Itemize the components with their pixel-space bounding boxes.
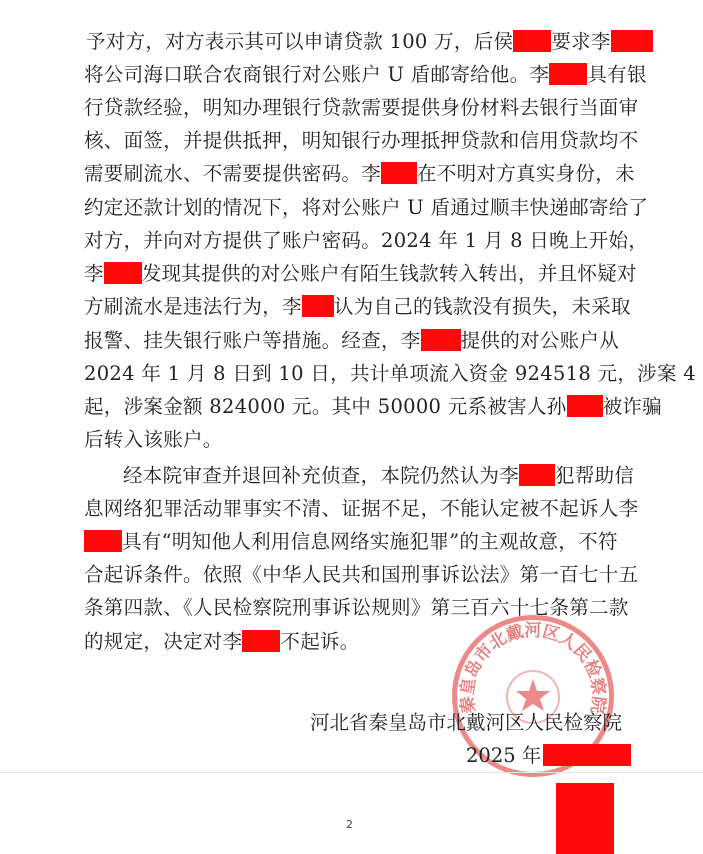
body-line: 报警、挂失银行账户等措施。经查，李 提供的对公账户从 bbox=[84, 329, 620, 352]
body-line: 核、面签，并提供抵押，明知银行办理抵押贷款和信用贷款均不 bbox=[84, 129, 639, 152]
issuing-organization: 河北省秦皇岛市北戴河区人民检察院 bbox=[310, 711, 623, 734]
redaction-block bbox=[302, 295, 334, 317]
redaction-block bbox=[84, 530, 122, 552]
body-line: 条第四款、《人民检察院刑事诉讼规则》第三百六十七条第二款 bbox=[84, 596, 629, 619]
redaction-block bbox=[421, 329, 461, 351]
body-line: 行贷款经验，明知办理银行贷款需要提供身份材料去银行当面审 bbox=[84, 96, 639, 119]
body-line: 予对方，对方表示其可以申请贷款 100 万，后侯 要求李 bbox=[86, 26, 653, 58]
body-line: 息网络犯罪活动罪事实不清、证据不足，不能认定被不起诉人李 bbox=[84, 497, 639, 520]
body-line: 起，涉案金额 824000 元。其中 50000 元系被害人孙 被诈骗 bbox=[84, 395, 662, 418]
redaction-block bbox=[556, 783, 614, 854]
redaction-block bbox=[549, 63, 587, 85]
redaction-block bbox=[242, 630, 280, 652]
redaction-block bbox=[543, 744, 631, 766]
body-line: 需要刷流水、不需要提供密码。李 在不明对方真实身份，未 bbox=[84, 162, 635, 185]
redaction-block bbox=[513, 30, 551, 52]
body-line: 后转入该账户。 bbox=[84, 428, 223, 451]
body-line: 经本院审查并退回补充侦查，本院仍然认为李 犯帮助信 bbox=[123, 464, 635, 487]
body-line: 合起诉条件。依照《中华人民共和国刑事诉讼法》第一百七十五 bbox=[84, 563, 639, 586]
redaction-block bbox=[381, 162, 417, 184]
body-line: 将公司海口联合农商银行对公账户 U 盾邮寄给他。李 具有银 bbox=[84, 63, 647, 86]
redaction-block bbox=[519, 464, 555, 486]
body-line: 具有“明知他人利用信息网络实施犯罪”的主观故意，不符 bbox=[84, 526, 618, 558]
redaction-block bbox=[567, 395, 603, 417]
body-line: 的规定，决定对李 不起诉。 bbox=[84, 630, 360, 653]
body-line: 对方，并向对方提供了账户密码。2024 年 1 月 8 日晚上开始， bbox=[84, 229, 649, 252]
page-number: 2 bbox=[346, 818, 353, 831]
svg-text:秦皇岛市北戴河区人民检察院: 秦皇岛市北戴河区人民检察院 bbox=[457, 621, 609, 715]
redaction-block bbox=[104, 262, 142, 284]
redaction-block bbox=[611, 30, 653, 52]
page-divider bbox=[0, 772, 703, 773]
body-line: 2024 年 1 月 8 日到 10 日，共计单项流入资金 924518 元，涉案 4 bbox=[84, 362, 696, 385]
issue-date: 2025 年 bbox=[466, 740, 631, 768]
body-line: 李 发现其提供的对公账户有陌生钱款转入转出，并且怀疑对 bbox=[84, 262, 637, 285]
body-line: 约定还款计划的情况下，将对公账户 U 盾通过顺丰快递邮寄给了 bbox=[84, 196, 649, 219]
body-line: 方刷流水是违法行为，李 认为自己的钱款没有损失，未采取 bbox=[84, 295, 631, 318]
